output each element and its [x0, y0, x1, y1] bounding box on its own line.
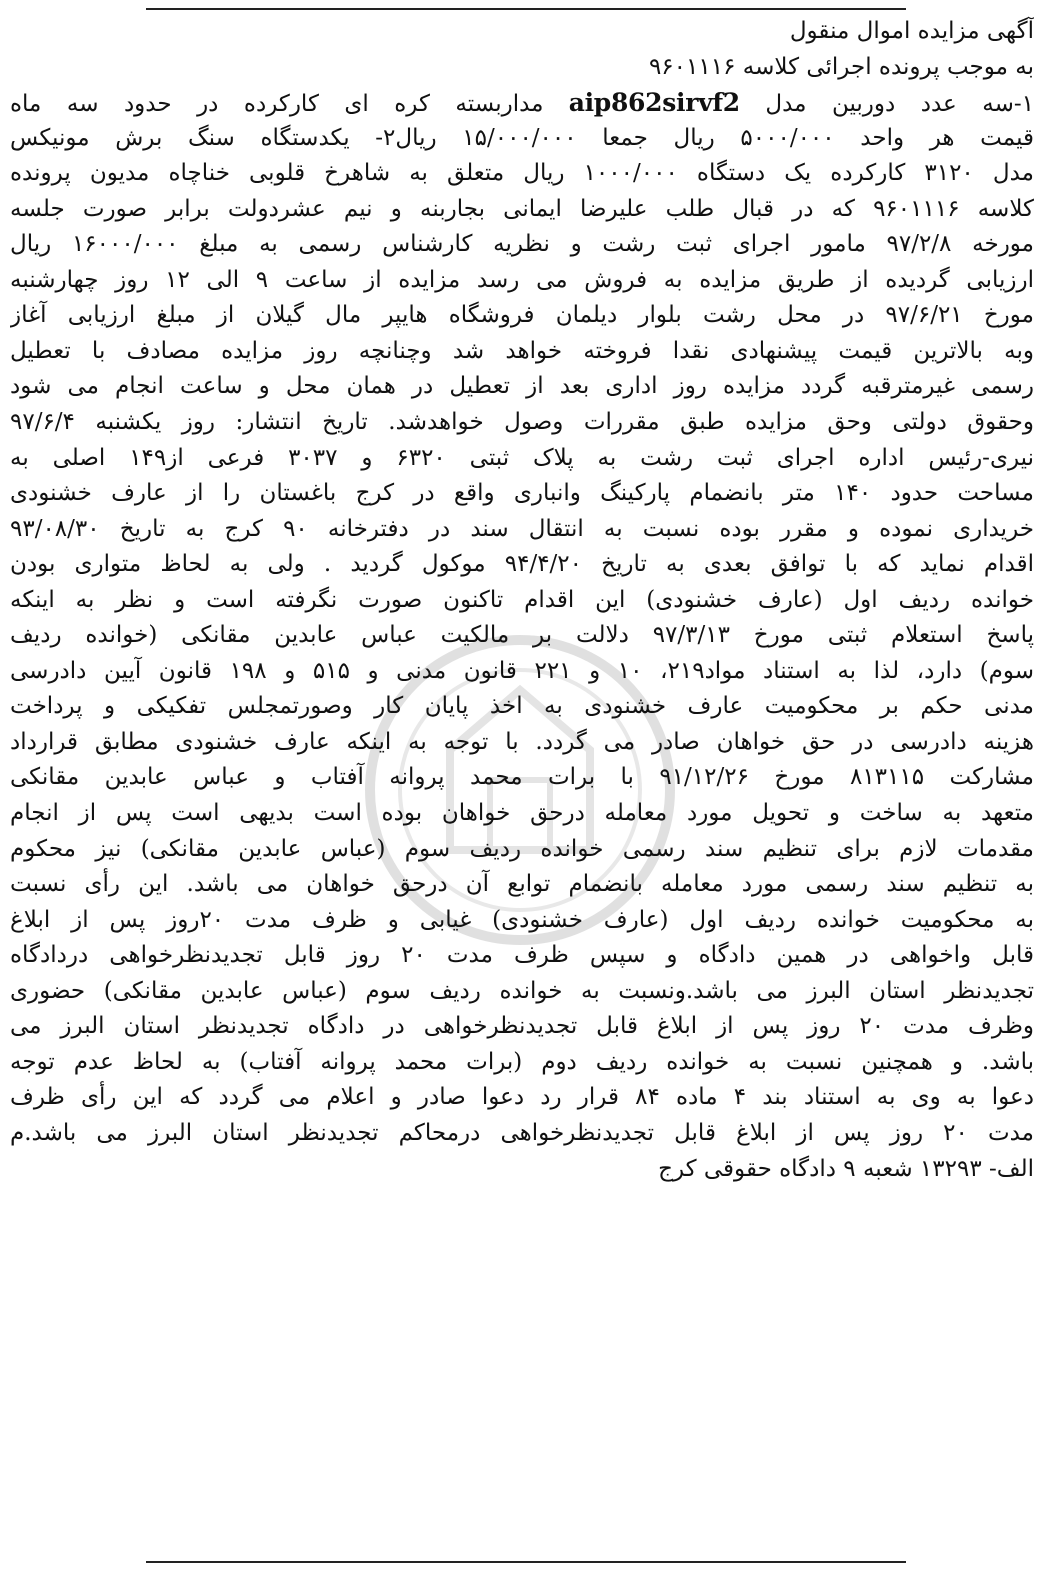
text-line: قابل واخواهی در همین دادگاه و سپس ظرف مدت ۲۰ روز قابل تجدیدنظرخواهی دردادگاه: [10, 942, 1034, 969]
text-line: کلاسه ۹۶۰۱۱۱۶ که در قبال طلب علیرضا ایمانی بجاربنه و نیم عشردولت برابر صورت جلسه: [10, 195, 1034, 222]
text-line: مقدمات لازم برای تنظیم سند رسمی خوانده ردیف سوم (عباس عابدین مقانکی) نیز محکوم: [10, 835, 1034, 862]
top-divider: [146, 8, 906, 10]
text-line: مساحت حدود ۱۴۰ متر بانضمام پارکینگ وانباری واقع در کرج باغستان را از عارف خشنودی: [10, 480, 1034, 507]
text-line: متعهد به ساخت و تحویل مورد معامله درحق خواهان بوده است بدیهی است پس از انجام: [10, 800, 1034, 827]
text-line: مدل ۳۱۲۰ کارکرده یک دستگاه ۱۰۰۰/۰۰۰ ریال متعلق به شاهرخ قلوبی خناچاه مدیون پرونده: [10, 160, 1034, 187]
text-line: باشد. و همچنین نسبت به خوانده ردیف دوم (برات محمد پروانه آفتاب) به لحاظ عدم توجه: [10, 1048, 1034, 1075]
text-line: خوانده ردیف اول (عارف خشنودی) این اقدام تاکنون صورت نگرفته است و نظر به اینکه: [10, 586, 1034, 613]
text-line: ارزیابی گردیده از طریق مزایده به فروش می رسد مزایده از ساعت ۹ الی ۱۲ روز چهارشنبه: [10, 266, 1034, 293]
text-line: مدت ۲۰ روز پس از ابلاغ قابل تجدیدنظرخواهی درمحاکم تجدیدنظر استان البرز می باشد.م: [10, 1119, 1034, 1146]
text-line: خریداری نموده و مقرر بوده نسبت به انتقال سند در دفترخانه ۹۰ کرج به تاریخ ۹۳/۰۸/۳۰: [10, 515, 1034, 542]
text-line: هزینه دادرسی در حق خواهان صادر می گردد. با توجه به اینکه عارف خشنودی مطابق قرارداد: [10, 728, 1034, 755]
text-line: وحقوق دولتی وحق مزایده طبق مقررات وصول خواهدشد. تاریخ انتشار: روز یکشنبه ۹۷/۶/۴: [10, 409, 1034, 436]
text-line: مورخه ۹۷/۲/۸ مامور اجرای ثبت رشت و نظریه کارشناس رسمی به مبلغ ۱۶۰۰۰/۰۰۰ ریال: [10, 231, 1034, 258]
text-line: مورخ ۹۷/۶/۲۱ در محل رشت بلوار دیلمان فروشگاه هایپر مال گیلان از مبلغ ارزیابی آغاز: [10, 302, 1034, 329]
text-line: اقدام نماید که با توافق بعدی به تاریخ ۹۴/۴/۲۰ موکول گردید . ولی به لحاظ متواری بودن: [10, 551, 1034, 578]
text-line: ۱-سه عدد دوربین مدل aip862sirvf2 مداربسته کره ای کارکرده در حدود سه ماه: [10, 88, 1034, 118]
text-line: تجدیدنظر استان البرز می باشد.ونسبت به خوانده ردیف سوم (عباس عابدین مقانکی) حضوری: [10, 977, 1034, 1004]
text-line: وظرف مدت ۲۰ روز پس از ابلاغ قابل تجدیدنظرخواهی در دادگاه تجدیدنظر استان البرز می: [10, 1013, 1034, 1040]
notice-title: آگهی مزایده اموال منقول: [789, 18, 1034, 44]
text-line: به محکومیت خوانده ردیف اول (عارف خشنودی) غیابی و ظرف مدت ۲۰روز پس از ابلاغ: [10, 906, 1034, 933]
text-line: قیمت هر واحد ۵۰۰۰/۰۰۰ ریال جمعا ۱۵/۰۰۰/۰۰۰ ریال۲- یکدستگاه سنگ برش مونیکس: [10, 124, 1034, 151]
text-line: مدنی حکم بر محکومیت عارف خشنودی به اخذ پایان کار وصورتمجلس تفکیکی و پرداخت: [10, 693, 1034, 720]
bottom-divider: [146, 1561, 906, 1563]
case-reference: به موجب پرونده اجرائی کلاسه ۹۶۰۱۱۱۶: [648, 53, 1034, 80]
notice-body: [10, 14, 1034, 1187]
text-line: دعوا به وی به استناد بند ۴ ماده ۸۴ قرار رد دعوا صادر و اعلام می گردد که این رأی ظرف: [10, 1084, 1034, 1111]
text-line: مشارکت ۸۱۳۱۱۵ مورخ ۹۱/۱۲/۲۶ با برات محمد پروانه آفتاب و عباس عابدین مقانکی: [10, 764, 1034, 791]
text-line: پاسخ استعلام ثبتی مورخ ۹۷/۳/۱۳ دلالت بر مالکیت عباس عابدین مقانکی (خوانده ردیف: [10, 622, 1034, 649]
text-line: وبه بالاترین قیمت پیشنهادی نقدا فروخته خواهد شد وچنانچه روز مزایده مصادف با تعطیل: [10, 337, 1034, 364]
notice-signature: الف- ۱۳۲۹۳ شعبه ۹ دادگاه حقوقی کرج: [658, 1155, 1034, 1182]
text-line: به تنظیم سند رسمی مورد معامله بانضمام توابع آن درحق خواهان می باشد. این رأی نسبت: [10, 871, 1034, 898]
text-line: نیری-رئیس اداره اجرای ثبت رشت به پلاک ثبتی ۶۳۲۰ و ۳۰۳۷ فرعی از۱۴۹ اصلی به: [10, 444, 1034, 471]
text-line: رسمی غیرمترقبه گردد مزایده روز اداری بعد از تعطیل در همان محل و ساعت انجام می شود: [10, 373, 1034, 400]
text-line: سوم) دارد، لذا به استناد مواد۲۱۹، ۱۰ و ۲۲۱ قانون مدنی و ۵۱۵ و ۱۹۸ قانون آیین دادرسی: [10, 657, 1034, 684]
